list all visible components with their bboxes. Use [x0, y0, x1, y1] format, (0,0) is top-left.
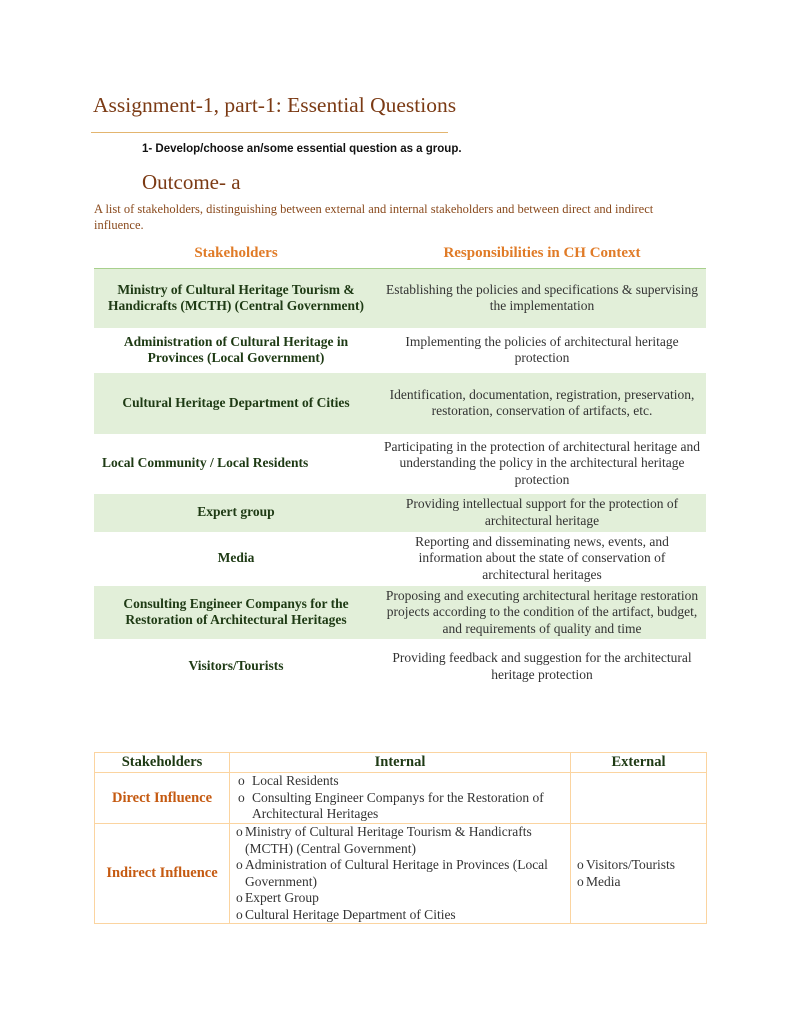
list-item: o Cultural Heritage Department of Cities — [234, 907, 566, 924]
table-header-row — [95, 753, 707, 773]
table-row — [94, 373, 706, 434]
responsibility-cell: Participating in the protection of architectural heritage and understanding the policy in the architectural heritage protection — [384, 438, 700, 487]
step-heading: 1- Develop/choose an/some essential question as a group. — [142, 143, 462, 155]
table-row — [94, 586, 706, 640]
list-item: o Administration of Cultural Heritage in Provinces (Local Government) — [234, 857, 566, 890]
responsibility-cell: Proposing and executing architectural heritage restoration projects according to the condition of the artifact, budget, and requirements of quality and time — [378, 586, 706, 640]
stakeholder-responsibility-table — [94, 238, 706, 694]
column-header-internal: Internal — [230, 753, 571, 773]
stakeholder-cell: Expert group — [94, 494, 378, 532]
title-underline — [91, 132, 448, 133]
responsibility-cell: Establishing the policies and specifications & supervising the implementation — [378, 269, 706, 328]
row-header-direct-influence: Direct Influence — [95, 773, 230, 824]
list-item: o Expert Group — [234, 890, 566, 907]
list-item: o Media — [575, 874, 702, 891]
stakeholder-cell: Ministry of Cultural Heritage Tourism & Handicrafts (MCTH) (Central Government) — [94, 269, 378, 328]
outcome-heading: Outcome- a — [142, 170, 241, 194]
column-header-external: External — [571, 753, 707, 773]
indirect-external-cell — [571, 824, 707, 924]
outcome-description: A list of stakeholders, distinguishing between external and internal stakeholders and between direct and indirect influence. — [94, 202, 654, 232]
list-item: o Visitors/Tourists — [575, 857, 702, 874]
row-header-indirect-influence: Indirect Influence — [95, 824, 230, 924]
responsibility-cell: Providing intellectual support for the protection of architectural heritage — [378, 494, 706, 532]
responsibility-cell: Reporting and disseminating news, events, and information about the state of conservation of architectural heritages — [415, 533, 669, 582]
table-row — [94, 269, 706, 328]
stakeholder-cell: Cultural Heritage Department of Cities — [94, 373, 378, 434]
table-row-indirect-influence — [95, 824, 707, 924]
column-header-stakeholders: Stakeholders — [94, 238, 378, 269]
table-row — [94, 434, 706, 494]
column-header-responsibilities: Responsibilities in CH Context — [378, 238, 706, 269]
list-item: o Ministry of Cultural Heritage Tourism & Handicrafts (MCTH) (Central Government) — [234, 824, 566, 857]
table-header-row — [94, 238, 706, 269]
page-title: Assignment-1, part-1: Essential Questions — [93, 93, 457, 117]
stakeholder-cell: Visitors/Tourists — [188, 658, 284, 674]
table-row — [94, 532, 706, 586]
table-row — [94, 494, 706, 532]
direct-internal-cell — [230, 773, 571, 824]
indirect-external-list — [575, 857, 702, 890]
stakeholder-cell: Consulting Engineer Companys for the Restoration of Architectural Heritages — [94, 586, 378, 640]
responsibility-cell: Identification, documentation, registration, preservation, restoration, conservation of artifacts, etc. — [378, 373, 706, 434]
direct-external-cell — [571, 773, 707, 824]
stakeholder-cell: Local Community / Local Residents — [102, 455, 309, 471]
table-row-direct-influence — [95, 773, 707, 824]
indirect-internal-cell — [230, 824, 571, 924]
responsibility-cell: Providing feedback and suggestion for the architectural heritage protection — [392, 650, 692, 682]
indirect-internal-list — [234, 824, 566, 923]
list-item: o Consulting Engineer Companys for the Restoration of Architectural Heritages — [234, 790, 566, 823]
stakeholder-cell: Administration of Cultural Heritage in Provinces (Local Government) — [123, 333, 349, 365]
responsibility-cell: Implementing the policies of architectural heritage protection — [405, 333, 679, 365]
list-item: o Local Residents — [234, 773, 566, 790]
column-header-stakeholders: Stakeholders — [95, 753, 230, 773]
table-row — [94, 328, 706, 373]
influence-matrix-table — [94, 752, 707, 924]
stakeholder-cell: Media — [217, 550, 255, 566]
direct-internal-list — [234, 773, 566, 823]
table-row — [94, 639, 706, 694]
